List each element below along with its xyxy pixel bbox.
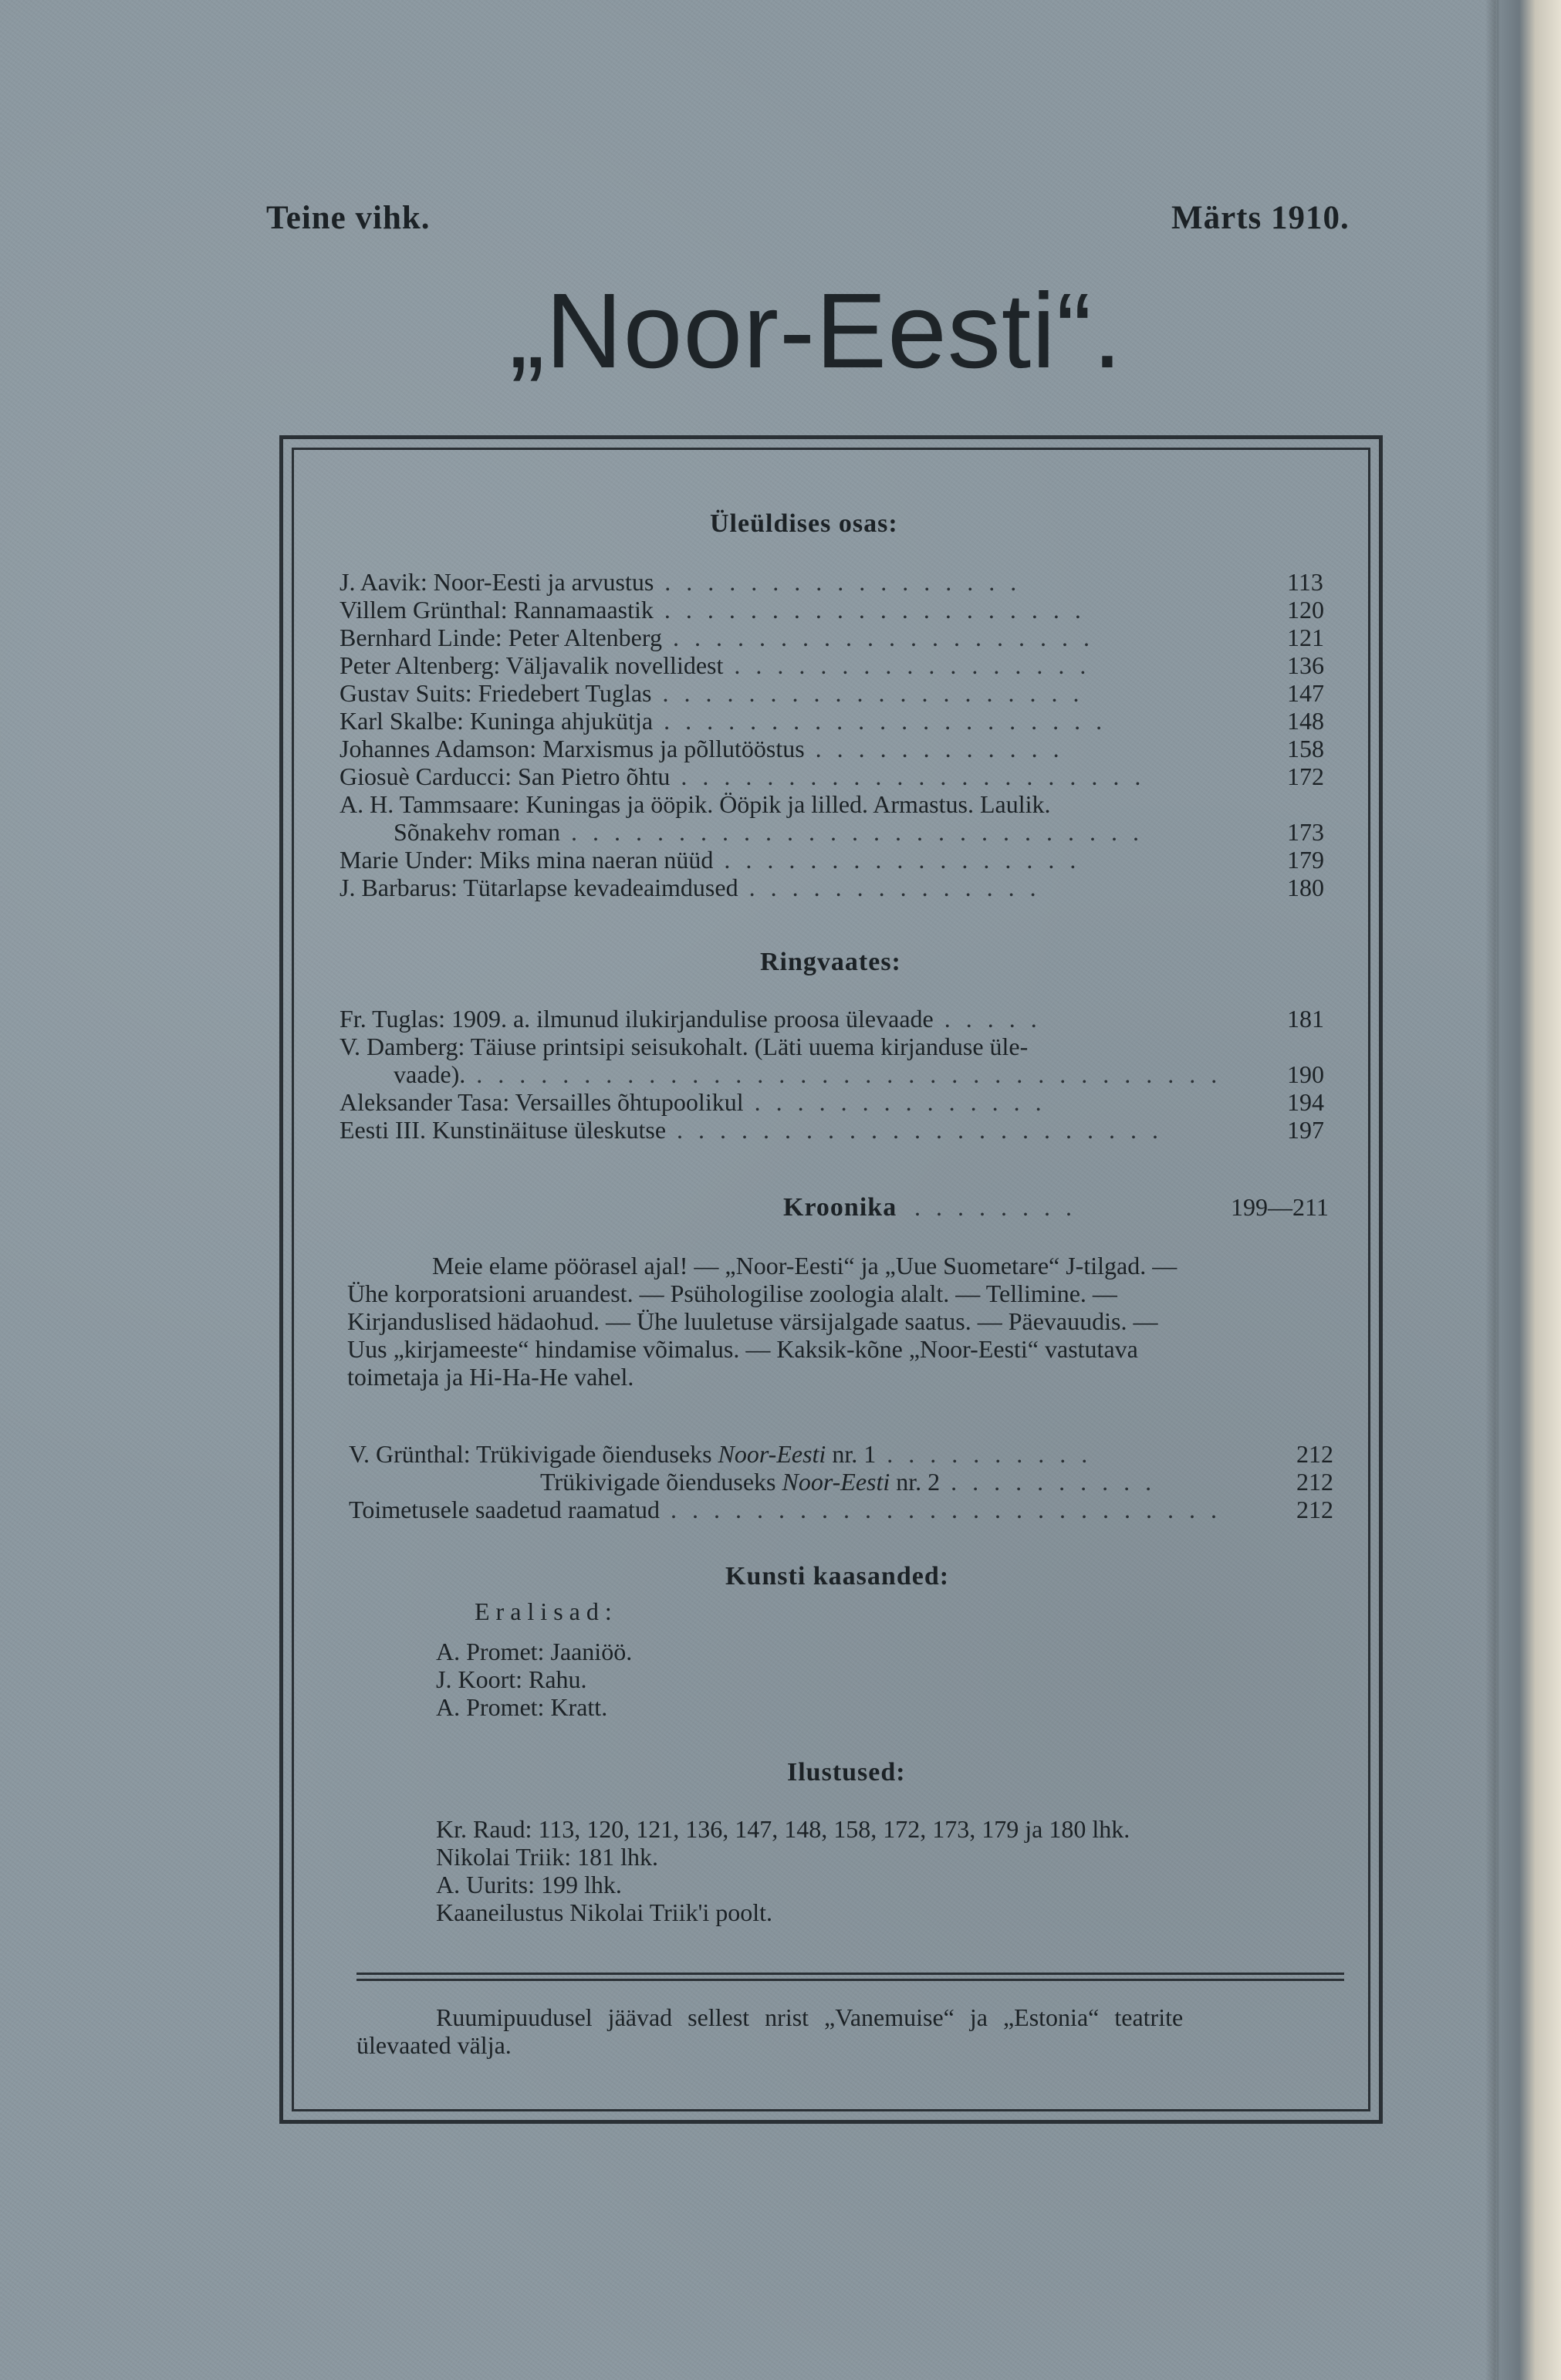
toc-entry: Bernhard Linde: Peter Altenberg . . . . . . . . . . . . . . . . . . . . (340, 624, 1094, 651)
chronicle-line: toimetaja ja Hi-Ha-He vahel. (347, 1363, 634, 1391)
toc-page: 181 (1287, 1005, 1324, 1033)
chronicle-leader-dots: . . . . . . . . (914, 1193, 1076, 1221)
note-line: Ruumipuudusel jäävad sellest nrist „Vanemuise“ ja „Estonia“ teatrite (436, 2003, 1184, 2031)
toc-entry: Toimetusele saadetud raamatud . . . . . . . . . . . . . . . . . . . . . . . . . . (349, 1496, 1221, 1523)
toc-page: 212 (1296, 1496, 1333, 1523)
toc-entry: Giosuè Carducci: San Pietro õhtu . . . . . . . . . . . . . . . . . . . . . . (340, 762, 1146, 790)
separator-rule (356, 1973, 1344, 1975)
illustration-entry: Kaaneilustus Nikolai Triik'i poolt. (436, 1898, 772, 1926)
issue-number: Teine vihk. (266, 200, 431, 236)
separator-rule (356, 1979, 1344, 1981)
toc-page: 212 (1296, 1440, 1333, 1468)
toc-entry: V. Grünthal: Trükivigade õienduseks Noor-Eesti nr. 1 . . . . . . . . . . (349, 1440, 1093, 1468)
section-heading-chronicle: Kroonika (783, 1193, 897, 1222)
toc-entry: Johannes Adamson: Marxismus ja põllutööstus . . . . . . . . . . . . (340, 735, 1064, 762)
toc-entry: Fr. Tuglas: 1909. a. ilmunud ilukirjandulise proosa ülevaade . . . . . (340, 1005, 1042, 1033)
illustration-entry: A. Uurits: 199 lhk. (436, 1871, 622, 1898)
toc-entry: Aleksander Tasa: Versailles õhtupoolikul . . . . . . . . . . . . . . (340, 1088, 1046, 1116)
section-heading-general: Üleüldises osas: (710, 509, 898, 538)
toc-entry: Villem Grünthal: Rannamaastik . . . . . . . . . . . . . . . . . . . . (340, 596, 1086, 624)
magazine-title: „Noor-Eesti“. (509, 272, 1123, 390)
chronicle-line: Uus „kirjameeste“ hindamise võimalus. — Kaksik-kõne „Noor-Eesti“ vastutava (347, 1335, 1138, 1363)
toc-entry: Gustav Suits: Friedebert Tuglas . . . . . . . . . . . . . . . . . . . . (340, 679, 1084, 707)
toc-entry: Eesti III. Kunstinäituse üleskutse . . . . . . . . . . . . . . . . . . . . . . . (340, 1116, 1164, 1144)
toc-entry: vaade). . . . . . . . . . . . . . . . . . . . . . . . . . . . . . . . . . . . (394, 1060, 1222, 1088)
toc-page: 148 (1287, 707, 1324, 735)
toc-entry: J. Barbarus: Tütarlapse kevadeaimdused . . . . . . . . . . . . . . (340, 874, 1041, 901)
illustration-entry: Nikolai Triik: 181 lhk. (436, 1843, 659, 1871)
illustration-entry: Kr. Raud: 113, 120, 121, 136, 147, 148, 158, 172, 173, 179 ja 180 lhk. (436, 1815, 1130, 1843)
book-spine-edge (1497, 0, 1561, 2380)
art-subheading: Eralisad: (475, 1597, 618, 1625)
toc-entry: Karl Skalbe: Kuninga ahjukütja . . . . . . . . . . . . . . . . . . . . . (340, 707, 1107, 735)
section-heading-illustrations: Ilustused: (787, 1758, 906, 1787)
toc-entry: Sõnakehv roman . . . . . . . . . . . . . . . . . . . . . . . . . . . (394, 818, 1144, 846)
toc-page: 212 (1296, 1468, 1333, 1496)
toc-page: 120 (1287, 596, 1324, 624)
toc-entry: Peter Altenberg: Väljavalik novellidest . . . . . . . . . . . . . . . . . (340, 651, 1091, 679)
section-heading-reviews: Ringvaates: (760, 948, 901, 976)
toc-page: 147 (1287, 679, 1324, 707)
art-entry: J. Koort: Rahu. (436, 1665, 587, 1693)
chronicle-line: Ühe korporatsioni aruandest. — Psühologilise zoologia alalt. — Tellimine. — (347, 1280, 1117, 1307)
toc-page: 194 (1287, 1088, 1324, 1116)
art-entry: A. Promet: Kratt. (436, 1693, 608, 1721)
toc-page: 179 (1287, 846, 1324, 874)
toc-page: 197 (1287, 1116, 1324, 1144)
toc-page: 121 (1287, 624, 1324, 651)
toc-entry: J. Aavik: Noor-Eesti ja arvustus . . . . . . . . . . . . . . . . . (340, 568, 1022, 596)
chronicle-pages: 199—211 (1231, 1193, 1329, 1221)
toc-page: 113 (1287, 568, 1323, 596)
section-heading-art: Kunsti kaasanded: (725, 1562, 950, 1591)
page-fold-shadow (1485, 0, 1499, 2380)
toc-page: 173 (1287, 818, 1324, 846)
toc-page: 180 (1287, 874, 1324, 901)
chronicle-line: Kirjanduslised hädaohud. — Ühe luuletuse värsijalgade saatus. — Päevauudis. — (347, 1307, 1158, 1335)
chronicle-line: Meie elame pöörasel ajal! — „Noor-Eesti“ ja „Uue Suometare“ J-tilgad. — (432, 1252, 1178, 1280)
toc-entry: A. H. Tammsaare: Kuningas ja ööpik. Ööpik ja lilled. Armastus. Laulik. (340, 790, 1051, 818)
toc-entry: Marie Under: Miks mina naeran nüüd . . . . . . . . . . . . . . . . . (340, 846, 1081, 874)
toc-page: 190 (1287, 1060, 1324, 1088)
toc-page: 172 (1287, 762, 1324, 790)
toc-page: 158 (1287, 735, 1324, 762)
toc-page: 136 (1287, 651, 1324, 679)
note-line: ülevaated välja. (356, 2031, 512, 2059)
art-entry: A. Promet: Jaaniöö. (436, 1638, 633, 1665)
toc-entry: V. Damberg: Täiuse printsipi seisukohalt. (Läti uuema kirjanduse üle- (340, 1033, 1029, 1060)
issue-date: Märts 1910. (1171, 200, 1350, 236)
toc-entry: Trükivigade õienduseks Noor-Eesti nr. 2 . . . . . . . . . . (540, 1468, 1157, 1496)
